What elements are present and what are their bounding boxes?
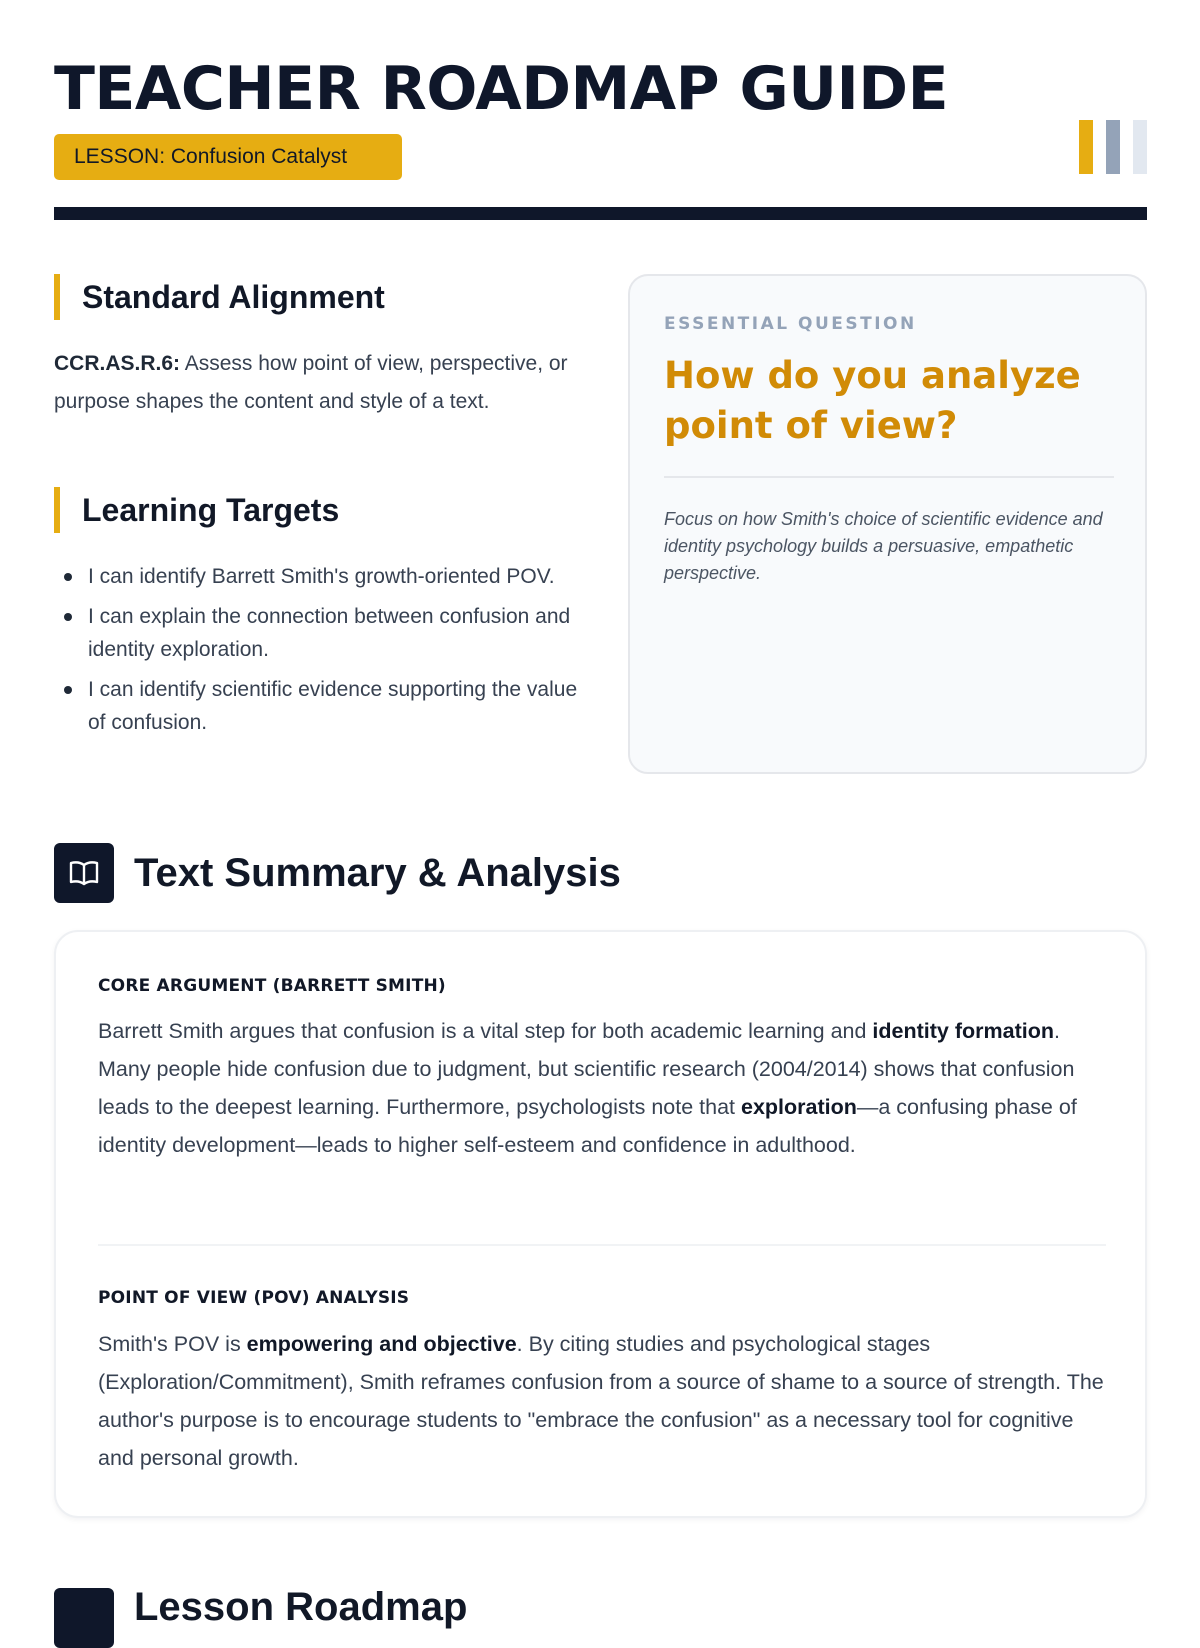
standard-alignment-heading: Standard Alignment (54, 274, 385, 320)
learning-targets-heading: Learning Targets (54, 487, 339, 533)
pov-text-part: . By citing studies and psychological stages (Exploration/Commitment), Smith reframes confusion from a source of shame to a source of strength. The author's purpose is to encourage students to "embrace the confusion" as a necessary tool for cognitive and personal growth. (98, 1332, 1104, 1470)
learning-target-item: I can identify Barrett Smith's growth-oriented POV. (88, 560, 578, 593)
standard-alignment-text (54, 345, 574, 421)
page-title: TEACHER ROADMAP GUIDE (54, 54, 949, 124)
essential-question-label: ESSENTIAL QUESTION (664, 314, 917, 334)
accent-bar-gold (1079, 120, 1093, 174)
teacher-roadmap-page (54, 0, 1147, 1629)
essential-question-focus: Focus on how Smith's choice of scientific evidence and identity psychology builds a persuasive, empathetic perspective. (664, 509, 1103, 583)
essential-question: How do you analyze point of view? (664, 354, 1081, 447)
standard-code: CCR.AS.R.6: (54, 352, 181, 375)
text-summary-heading: Text Summary & Analysis (134, 850, 621, 895)
accent-bar-slate (1106, 120, 1120, 174)
decorative-bars (1079, 120, 1147, 174)
next-section-heading: Lesson Roadmap (134, 1585, 468, 1629)
essential-question-divider (664, 476, 1114, 478)
next-section-icon (54, 1588, 114, 1648)
learning-target-item: I can explain the connection between confusion and identity exploration. (88, 600, 578, 666)
learning-targets-list (88, 560, 578, 746)
learning-target-item: I can identify scientific evidence supporting the value of confusion. (88, 673, 578, 739)
pov-emphasis: empowering and objective (246, 1332, 517, 1356)
open-book-icon (54, 843, 114, 903)
summary-divider (98, 1244, 1106, 1246)
pov-text-part: Smith's POV is (98, 1332, 247, 1356)
pov-analysis-text (98, 1325, 1108, 1477)
essential-question-card (628, 274, 1147, 774)
header-divider (54, 207, 1147, 220)
core-argument-text (98, 1012, 1108, 1164)
text-summary-card (54, 930, 1147, 1518)
core-emphasis: identity formation (872, 1019, 1054, 1043)
standard-description: Assess how point of view, perspective, or purpose shapes the content and style of a text. (54, 352, 568, 413)
core-text-part: Barrett Smith argues that confusion is a vital step for both academic learning and (98, 1019, 873, 1043)
core-text-part: —a confusing phase of identity development—leads to higher self-esteem and confidence in adulthood. (98, 1095, 1077, 1157)
core-argument-label: CORE ARGUMENT (BARRETT SMITH) (98, 976, 446, 996)
lesson-badge: LESSON: Confusion Catalyst (54, 134, 402, 180)
core-emphasis: exploration (740, 1095, 857, 1119)
pov-analysis-label: POINT OF VIEW (POV) ANALYSIS (98, 1288, 410, 1308)
core-text-part: . Many people hide confusion due to judgment, but scientific research (2004/2014) shows that confusion leads to the deepest learning. Furthermore, psychologists note that (98, 1019, 1075, 1119)
accent-bar-light (1133, 120, 1147, 174)
